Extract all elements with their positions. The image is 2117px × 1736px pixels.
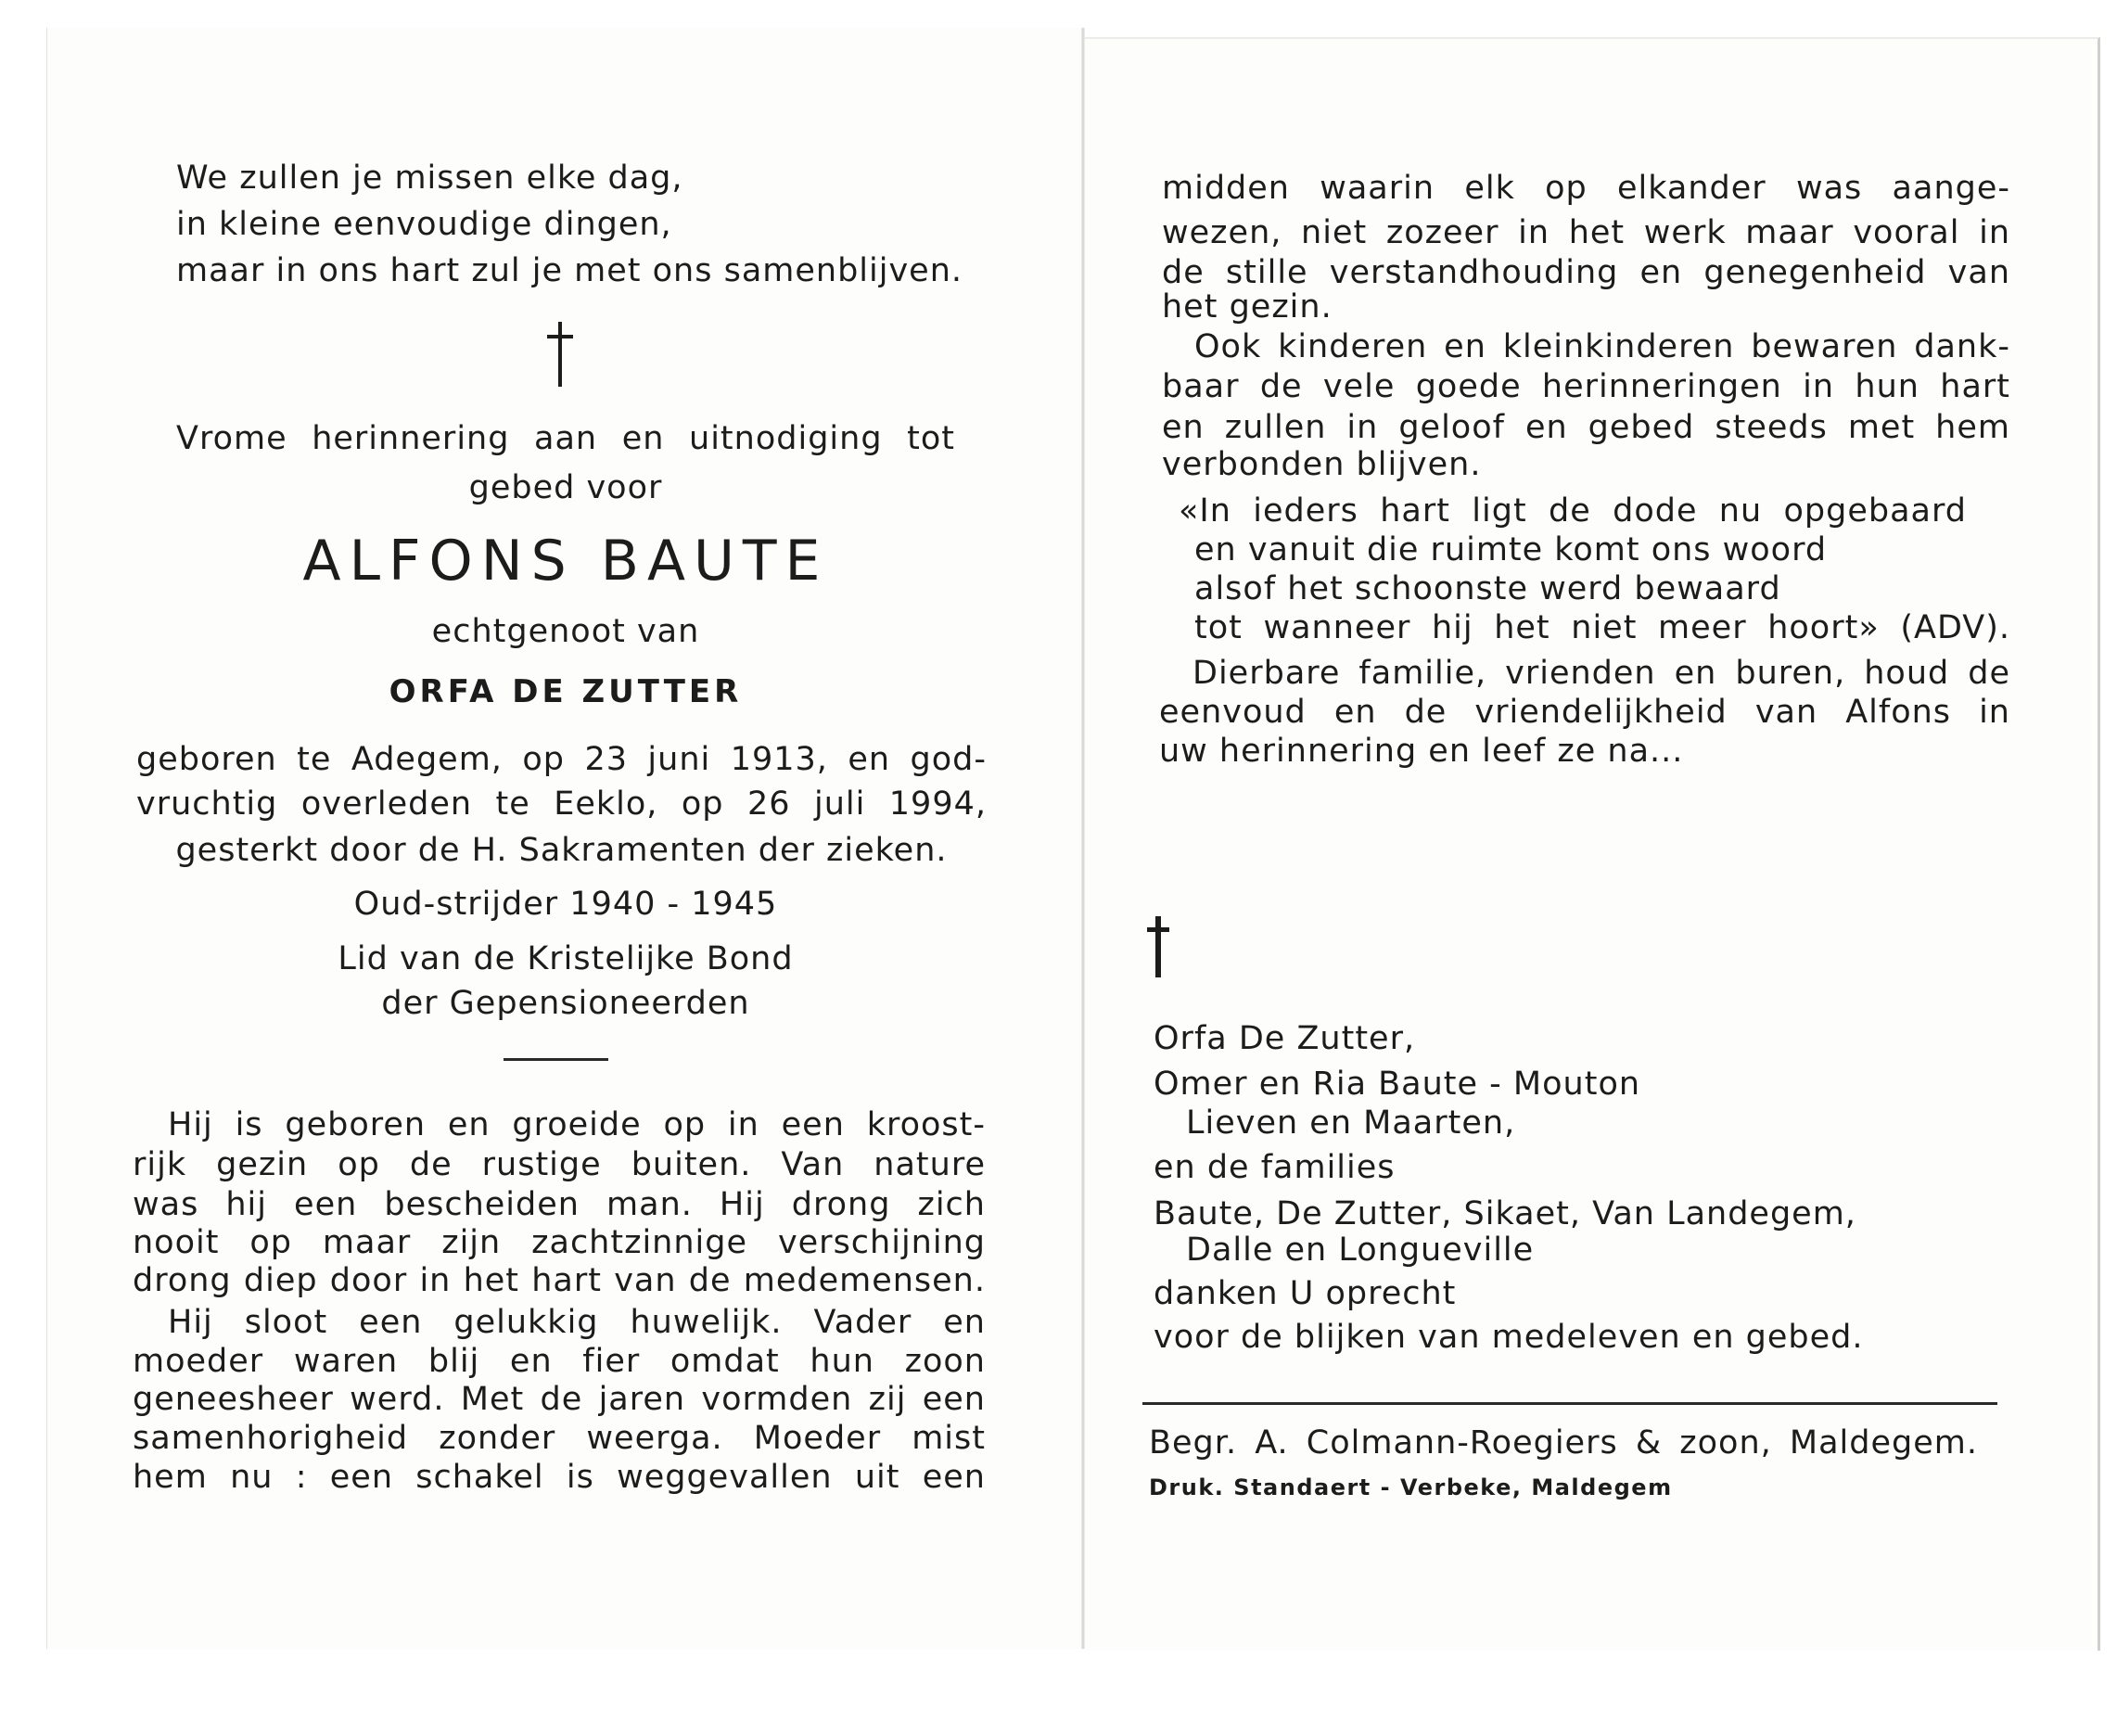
biography-line: rijk gezin op de rustige buiten. Van nature [133,1146,986,1183]
family-line: Dalle en Longueville [1186,1232,1535,1269]
biography-line: nooit op maar zijn zachtzinnige verschijning [133,1224,986,1261]
cross-icon [547,322,573,387]
deceased-name: ALFONS BAUTE [302,529,829,594]
poem-line: We zullen je missen elke dag, [176,160,683,197]
intro-line: gebed voor [468,469,663,506]
family-line: Lieven en Maarten, [1186,1104,1516,1142]
biography-line: was hij een bescheiden man. Hij drong zich [133,1186,986,1223]
biography-continued-line: Ook kinderen en kleinkinderen bewaren dank- [1194,328,2010,365]
biography-continued-line: en zullen in geloof en gebed steeds met hem [1162,409,2010,446]
printer-text: Druk. Standaert - Verbeke, Maldegem [1149,1474,1673,1500]
veteran-text: Oud-strijder 1940 - 1945 [353,886,778,923]
family-line: Omer en Ria Baute - Mouton [1154,1066,1641,1103]
quote-line: tot wanneer hij het niet meer hoort» (ADV). [1194,609,2010,646]
biography-continued-line: midden waarin elk op elkander was aange- [1162,170,2010,207]
biography-line: drong diep door in het hart van de medemensen. [133,1262,986,1299]
biography-line: moeder waren blij en fier omdat hun zoon [133,1343,986,1380]
footer-rule [1142,1402,1997,1405]
poem-line: in kleine eenvoudige dingen, [176,206,672,243]
biography-line: hem nu : een schakel is weggevallen uit een [133,1459,986,1496]
birth-death-line: vruchtig overleden te Eeklo, op 26 juli 1994, [136,785,987,823]
family-line: voor de blijken van medeleven en gebed. [1154,1319,1864,1356]
cross-icon [1147,916,1169,977]
relation-text: echtgenoot van [431,613,700,650]
biography-line: Hij is geboren en groeide op in een kroost- [168,1106,986,1143]
membership-line: der Gepensioneerden [381,985,750,1022]
closing-line: Dierbare familie, vrienden en buren, houd de [1192,655,2010,692]
biography-line: samenhorigheid zonder weerga. Moeder mist [133,1420,986,1457]
birth-death-line: gesterkt door de H. Sakramenten der zieken. [175,832,948,869]
undertaker-text: Begr. A. Colmann-Roegiers & zoon, Maldegem. [1149,1424,1978,1462]
biography-line: geneesheer werd. Met de jaren vormden zij een [133,1381,986,1418]
divider [504,1058,608,1061]
family-line: Baute, De Zutter, Sikaet, Van Landegem, [1154,1195,1856,1232]
closing-line: uw herinnering en leef ze na... [1159,733,1684,770]
spouse-name: ORFA DE ZUTTER [389,673,743,710]
fold-line [1081,28,1085,1649]
biography-continued-line: verbonden blijven. [1162,446,1482,483]
family-line: en de families [1154,1149,1396,1186]
biography-continued-line: het gezin. [1162,288,1333,326]
quote-line: «In ieders hart ligt de dode nu opgebaard [1179,492,1967,530]
poem-line: maar in ons hart zul je met ons samenblijven. [176,252,963,289]
biography-line: Hij sloot een gelukkig huwelijk. Vader en [168,1304,986,1341]
birth-death-line: geboren te Adegem, op 23 juni 1913, en god- [136,741,987,778]
biography-continued-line: baar de vele goede herinneringen in hun hart [1162,368,2010,405]
quote-line: alsof het schoonste werd bewaard [1194,570,1781,607]
biography-continued-line: de stille verstandhouding en genegenheid van [1162,254,2010,291]
quote-line: en vanuit die ruimte komt ons woord [1194,531,1828,568]
membership-line: Lid van de Kristelijke Bond [338,940,794,977]
intro-line: Vrome herinnering aan en uitnodiging tot [176,420,955,457]
closing-line: eenvoud en de vriendelijkheid van Alfons in [1159,694,2010,731]
family-line: danken U oprecht [1154,1275,1457,1312]
biography-continued-line: wezen, niet zozeer in het werk maar vooral in [1162,214,2010,251]
family-line: Orfa De Zutter, [1154,1020,1416,1057]
